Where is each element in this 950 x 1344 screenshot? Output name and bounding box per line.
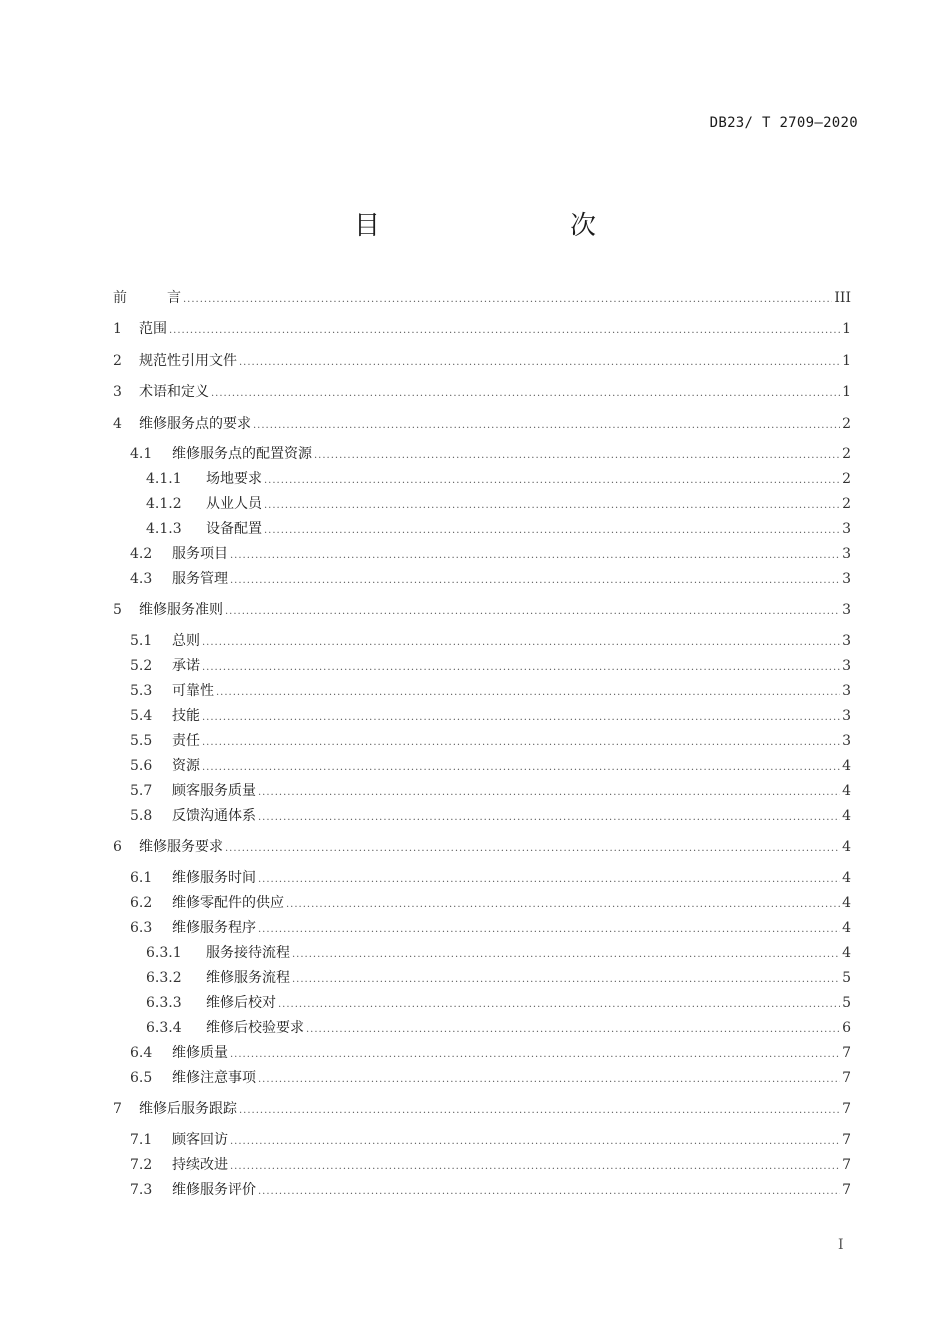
toc-entry-page: 1 — [842, 321, 851, 337]
toc-entry[interactable] — [113, 1100, 851, 1118]
toc-entry-number: 6.3.1 — [146, 945, 182, 961]
toc-dot-leader — [183, 291, 832, 309]
toc-entry-title: 总则 — [172, 633, 200, 649]
toc-entry-title: 服务项目 — [172, 546, 228, 562]
toc-entry-number: 6.3.3 — [146, 995, 182, 1011]
toc-dot-leader — [169, 322, 840, 340]
toc-entry-title: 责任 — [172, 733, 200, 749]
toc-entry-number: 前 — [113, 290, 127, 306]
toc-entry-number: 5 — [113, 602, 122, 618]
toc-entry-title: 场地要求 — [206, 471, 262, 487]
toc-entry-title: 规范性引用文件 — [139, 353, 237, 369]
toc-entry-title: 范围 — [139, 321, 167, 337]
toc-entry[interactable] — [113, 1019, 851, 1037]
toc-entry-number: 5.4 — [130, 708, 153, 724]
toc-dot-leader — [258, 784, 840, 802]
toc-entry-page: 6 — [842, 1020, 851, 1036]
toc-dot-leader — [225, 840, 840, 858]
toc-title: 目 次 — [353, 211, 642, 241]
toc-dot-leader — [278, 996, 840, 1014]
toc-dot-leader — [216, 684, 840, 702]
toc-entry-title: 持续改进 — [172, 1157, 228, 1173]
toc-entry-title: 服务管理 — [172, 571, 228, 587]
toc-dot-leader — [258, 809, 840, 827]
toc-dot-leader — [264, 472, 840, 490]
toc-entry-number: 6.2 — [130, 895, 153, 911]
toc-dot-leader — [258, 871, 840, 889]
toc-entry[interactable] — [113, 657, 851, 675]
toc-entry[interactable] — [113, 570, 851, 588]
toc-dot-leader — [306, 1021, 840, 1039]
toc-entry-number: 2 — [113, 353, 122, 369]
toc-entry-title: 资源 — [172, 758, 200, 774]
toc-entry-page: 1 — [842, 384, 851, 400]
toc-entry-number: 7 — [113, 1101, 122, 1117]
toc-entry-title: 维修服务点的要求 — [139, 416, 251, 432]
toc-entry-number: 1 — [113, 321, 122, 337]
toc-entry-page: 3 — [842, 602, 851, 618]
toc-entry-number: 7.3 — [130, 1182, 153, 1198]
toc-entry-page: 2 — [842, 446, 851, 462]
toc-entry-page: 4 — [842, 808, 851, 824]
toc-entry-page: 4 — [842, 758, 851, 774]
toc-entry-title: 承诺 — [172, 658, 200, 674]
toc-entry-number: 5.2 — [130, 658, 153, 674]
toc-entry-number: 4.3 — [130, 571, 153, 587]
toc-entry-number: 7.2 — [130, 1157, 153, 1173]
toc-entry[interactable] — [113, 545, 851, 563]
toc-entry-number: 5.1 — [130, 633, 153, 649]
page-number: I — [838, 1237, 844, 1253]
toc-entry-page: 7 — [842, 1101, 851, 1117]
toc-entry-page: 2 — [842, 496, 851, 512]
toc-entry-page: 4 — [842, 839, 851, 855]
toc-entry-number: 5.6 — [130, 758, 153, 774]
toc-entry[interactable] — [113, 470, 851, 488]
toc-dot-leader — [202, 759, 840, 777]
toc-entry-page: 4 — [842, 920, 851, 936]
toc-dot-leader — [286, 896, 840, 914]
toc-entry-number: 4.1.2 — [146, 496, 182, 512]
toc-entry-page: 7 — [842, 1132, 851, 1148]
toc-entry-number: 5.5 — [130, 733, 153, 749]
toc-entry-page: 4 — [842, 870, 851, 886]
toc-dot-leader — [239, 354, 840, 372]
toc-dot-leader — [230, 572, 840, 590]
toc-entry-number: 4.2 — [130, 546, 153, 562]
toc-dot-leader — [258, 1183, 840, 1201]
toc-entry-title: 术语和定义 — [139, 384, 209, 400]
toc-entry-number: 6.4 — [130, 1045, 153, 1061]
toc-entry-title: 技能 — [172, 708, 200, 724]
toc-dot-leader — [202, 659, 840, 677]
toc-entry[interactable] — [113, 495, 851, 513]
toc-entry-title: 从业人员 — [206, 496, 262, 512]
toc-entry-number: 6 — [113, 839, 122, 855]
toc-entry[interactable] — [113, 682, 851, 700]
toc-entry-page: 3 — [842, 683, 851, 699]
toc-entry-title: 服务接待流程 — [206, 945, 290, 961]
toc-entry-title: 维修服务评价 — [172, 1182, 256, 1198]
toc-entry-page: 3 — [842, 733, 851, 749]
toc-entry-page: 1 — [842, 353, 851, 369]
toc-dot-leader — [258, 1071, 840, 1089]
toc-dot-leader — [239, 1102, 840, 1120]
toc-entry[interactable] — [113, 383, 851, 401]
toc-entry[interactable] — [113, 1044, 851, 1062]
toc-entry-number: 4.1.3 — [146, 521, 182, 537]
toc-entry-page: III — [834, 290, 851, 306]
toc-entry-page: 7 — [842, 1045, 851, 1061]
toc-entry-title: 维修服务流程 — [206, 970, 290, 986]
toc-entry-number: 4 — [113, 416, 122, 432]
toc-dot-leader — [264, 522, 840, 540]
toc-entry-title: 维修注意事项 — [172, 1070, 256, 1086]
toc-entry-page: 4 — [842, 895, 851, 911]
toc-entry-number: 4.1 — [130, 446, 153, 462]
toc-entry-number: 6.3.2 — [146, 970, 182, 986]
toc-entry-number: 4.1.1 — [146, 471, 182, 487]
toc-entry[interactable] — [113, 415, 851, 433]
toc-entry[interactable] — [113, 601, 851, 619]
toc-entry[interactable] — [113, 320, 851, 338]
toc-entry-title: 维修服务准则 — [139, 602, 223, 618]
toc-entry-page: 4 — [842, 783, 851, 799]
toc-dot-leader — [230, 1133, 840, 1151]
toc-entry-number: 6.1 — [130, 870, 153, 886]
toc-entry-page: 3 — [842, 708, 851, 724]
toc-dot-leader — [202, 734, 840, 752]
toc-entry-number: 7.1 — [130, 1132, 153, 1148]
toc-dot-leader — [202, 634, 840, 652]
toc-entry-number: 5.8 — [130, 808, 153, 824]
toc-entry[interactable] — [113, 919, 851, 937]
toc-entry-title: 维修服务时间 — [172, 870, 256, 886]
toc-entry-title: 维修后校对 — [206, 995, 276, 1011]
toc-entry[interactable] — [113, 520, 851, 538]
toc-entry[interactable] — [113, 807, 851, 825]
toc-entry-page: 7 — [842, 1070, 851, 1086]
toc-entry-page: 3 — [842, 633, 851, 649]
toc-entry[interactable] — [113, 1131, 851, 1149]
toc-entry-title: 顾客回访 — [172, 1132, 228, 1148]
toc-entry-page: 2 — [842, 416, 851, 432]
toc-entry[interactable] — [113, 1156, 851, 1174]
toc-entry-number: 5.7 — [130, 783, 153, 799]
toc-entry-page: 5 — [842, 970, 851, 986]
toc-entry-page: 4 — [842, 945, 851, 961]
toc-entry-title: 可靠性 — [172, 683, 214, 699]
toc-entry[interactable] — [113, 969, 851, 987]
toc-entry-title: 维修质量 — [172, 1045, 228, 1061]
toc-entry[interactable] — [113, 782, 851, 800]
toc-dot-leader — [230, 547, 840, 565]
toc-dot-leader — [230, 1158, 840, 1176]
toc-entry-page: 3 — [842, 658, 851, 674]
toc-entry[interactable] — [113, 757, 851, 775]
toc-entry-title: 维修服务点的配置资源 — [172, 446, 312, 462]
toc-entry[interactable] — [113, 894, 851, 912]
toc-entry-page: 3 — [842, 571, 851, 587]
toc-dot-leader — [292, 971, 840, 989]
toc-dot-leader — [292, 946, 840, 964]
toc-entry-title: 设备配置 — [206, 521, 262, 537]
toc-dot-leader — [314, 447, 840, 465]
toc-entry-title: 维修服务要求 — [139, 839, 223, 855]
toc-entry-title: 维修零配件的供应 — [172, 895, 284, 911]
toc-entry-number: 3 — [113, 384, 122, 400]
toc-dot-leader — [225, 603, 840, 621]
toc-entry-page: 2 — [842, 471, 851, 487]
toc-dot-leader — [253, 417, 840, 435]
toc-entry[interactable] — [113, 445, 851, 463]
toc-dot-leader — [258, 921, 840, 939]
toc-entry[interactable] — [113, 1069, 851, 1087]
toc-entry-page: 7 — [842, 1157, 851, 1173]
toc-entry[interactable] — [113, 1181, 851, 1199]
toc-entry-number: 6.3 — [130, 920, 153, 936]
toc-entry[interactable] — [113, 632, 851, 650]
toc-entry-number: 6.5 — [130, 1070, 153, 1086]
toc-entry[interactable] — [113, 352, 851, 370]
toc-entry-title: 反馈沟通体系 — [172, 808, 256, 824]
toc-dot-leader — [230, 1046, 840, 1064]
toc-dot-leader — [264, 497, 840, 515]
toc-entry[interactable] — [113, 707, 851, 725]
toc-entry-page: 5 — [842, 995, 851, 1011]
toc-entry-title: 维修后校验要求 — [206, 1020, 304, 1036]
toc-entry-number: 5.3 — [130, 683, 153, 699]
document-code: DB23/ T 2709—2020 — [709, 115, 858, 131]
toc-entry-page: 7 — [842, 1182, 851, 1198]
toc-entry-title: 维修服务程序 — [172, 920, 256, 936]
toc-entry-title: 顾客服务质量 — [172, 783, 256, 799]
table-of-contents — [113, 0, 851, 1344]
toc-entry[interactable] — [113, 944, 851, 962]
toc-entry-title: 言 — [139, 290, 181, 306]
toc-dot-leader — [202, 709, 840, 727]
toc-entry-page: 3 — [842, 546, 851, 562]
toc-entry-page: 3 — [842, 521, 851, 537]
toc-dot-leader — [211, 385, 840, 403]
toc-entry[interactable] — [113, 289, 851, 307]
toc-entry-title: 维修后服务跟踪 — [139, 1101, 237, 1117]
toc-entry[interactable] — [113, 869, 851, 887]
toc-entry[interactable] — [113, 732, 851, 750]
toc-entry-number: 6.3.4 — [146, 1020, 182, 1036]
toc-entry[interactable] — [113, 994, 851, 1012]
toc-entry[interactable] — [113, 838, 851, 856]
